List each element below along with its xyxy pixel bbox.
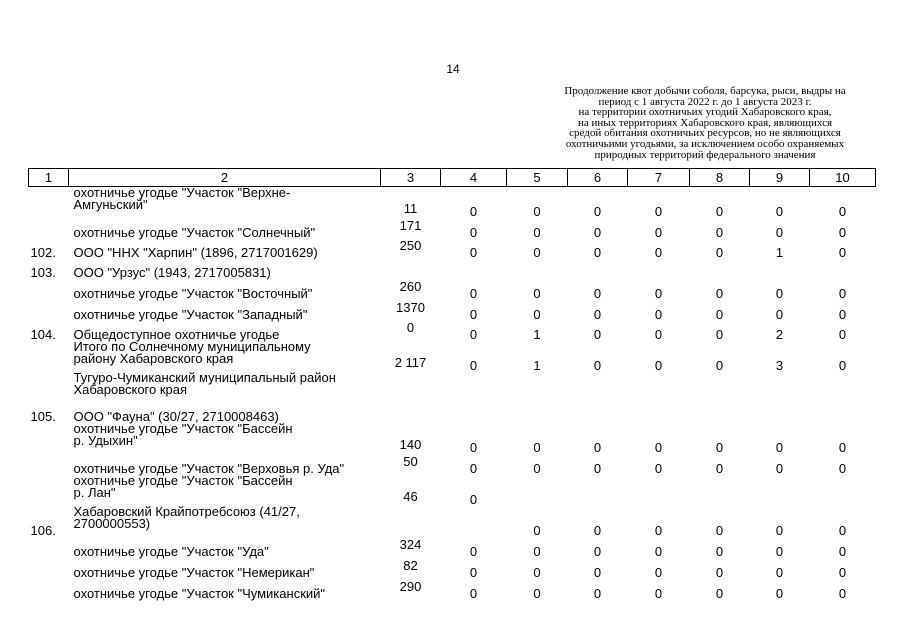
row-total-value: 171 [399,218,422,233]
row-name: Итого по Солнечному муниципальному району Хабаровского края [73,339,311,366]
row-value: 0 [469,461,478,476]
row-value: 0 [838,204,847,219]
row-total-value: 11 [403,201,418,216]
table-row [29,475,876,506]
row-value: 0 [838,358,847,373]
row-value: 0 [533,461,541,476]
row-total-value: 0 [406,320,415,335]
row-value: 0 [838,461,847,476]
row-value: 0 [715,565,724,580]
row-total-value: 140 [399,437,422,452]
heading-line: на иных территориях Хабаровского края, являющихся [577,116,833,129]
row-value: 0 [715,440,724,455]
col-header: 7 [628,169,690,187]
row-value: 0 [654,245,663,260]
row-value: 0 [593,523,602,538]
row-value: 0 [775,544,784,559]
row-number [29,300,69,321]
row-value: 0 [593,225,602,240]
row-value: 0 [654,204,663,219]
row-value: 0 [469,586,478,601]
row-value: 0 [775,440,784,455]
row-value: 0 [533,225,541,240]
row-value: 0 [654,327,663,342]
row-name: охотничье угодье "Участок "Бассейн р. Лан" [73,473,293,500]
row-total-value: 260 [399,279,422,294]
row-value: 0 [654,307,663,322]
table-row [29,321,876,341]
row-value: 0 [593,327,602,342]
row-name: ООО "ННХ "Харпин" (1896, 2717001629) [73,245,318,260]
row-value [750,475,810,506]
row-value [628,403,690,423]
table-row [29,218,876,239]
col-header: 9 [750,169,810,187]
row-name: Общедоступное охотничье угодье [73,327,280,342]
row-value: 0 [654,565,663,580]
row-value: 0 [654,358,663,373]
table-body [29,187,876,601]
col-header: 1 [29,169,69,187]
row-value: 0 [533,523,541,538]
row-name: Хабаровский Крайпотребсоюз (41/27, 2700000553) [73,504,300,531]
table-row [29,403,876,423]
continuation-heading [536,86,874,160]
heading-line: природных территорий федерального значения [594,148,816,161]
row-name: охотничье угодье "Участок "Верховья р. Уда" [73,461,345,476]
row-value: 0 [533,307,541,322]
row-name: ООО "Фауна" (30/27, 2710008463) [73,409,279,424]
row-value: 2 [775,327,784,342]
row-value: 0 [654,544,663,559]
row-value: 0 [715,544,724,559]
row-number [29,558,69,579]
row-total-value: 324 [399,537,422,552]
row-value: 0 [715,358,724,373]
heading-line: средой обитания охотничьих ресурсов, но не являющихся [569,127,841,140]
row-value: 0 [469,204,478,219]
row-value [441,259,507,279]
row-number: 103. [30,265,56,280]
row-value [750,259,810,279]
col-header: 8 [690,169,750,187]
row-value [628,372,690,403]
row-number [29,218,69,239]
row-value [441,506,507,537]
row-name: охотничье угодье "Участок "Уда" [73,544,269,559]
header-row [29,169,876,187]
row-total-value [381,506,441,537]
heading-line: охотничьими угодьями, за исключением особо охраняемых [565,137,845,150]
table-row [29,506,876,537]
row-value: 0 [838,565,847,580]
row-value: 0 [715,586,724,601]
row-number: 102. [30,245,56,260]
row-value [690,372,750,403]
row-value: 0 [654,286,663,301]
row-total-value [381,403,441,423]
row-value [507,259,568,279]
row-value: 0 [593,286,602,301]
row-value [810,259,876,279]
row-value: 0 [533,204,541,219]
table-row [29,423,876,454]
row-value: 0 [715,307,724,322]
row-total-value: 1370 [396,300,425,315]
row-value: 0 [654,440,663,455]
row-total-value: 46 [403,489,418,504]
row-value [690,403,750,423]
row-value [507,475,568,506]
row-value: 0 [654,523,663,538]
row-value: 0 [838,440,847,455]
row-value: 0 [469,492,478,507]
table-row [29,187,876,219]
row-value: 0 [593,358,602,373]
row-value [810,372,876,403]
row-value [750,403,810,423]
row-value [810,403,876,423]
row-value: 0 [533,245,541,260]
col-header: 6 [568,169,628,187]
row-total-value: 250 [399,238,422,253]
col-header: 10 [810,169,876,187]
row-value: 0 [775,523,784,538]
row-number: 106. [30,523,56,538]
row-value [810,475,876,506]
row-value: 0 [654,461,663,476]
row-value: 0 [715,461,724,476]
row-value: 1 [775,245,784,260]
row-value: 0 [715,204,724,219]
row-value: 0 [469,225,478,240]
row-value: 0 [593,544,602,559]
row-total-value: 50 [403,454,418,469]
row-name: охотничье угодье "Участок "Немерикан" [73,565,315,580]
row-value: 0 [533,565,541,580]
row-value: 0 [775,586,784,601]
row-value: 0 [775,225,784,240]
row-number [29,187,69,219]
row-value: 0 [469,565,478,580]
row-value: 0 [469,245,478,260]
row-value: 0 [469,440,478,455]
row-value: 0 [838,286,847,301]
row-value: 0 [533,286,541,301]
row-number [29,454,69,475]
row-value: 1 [533,358,541,373]
row-value: 1 [533,327,541,342]
row-number [29,279,69,300]
row-number [29,579,69,600]
col-header: 5 [507,169,568,187]
row-value: 0 [593,245,602,260]
row-value: 0 [654,225,663,240]
row-total-value [381,372,441,403]
row-value: 0 [715,245,724,260]
table-row [29,300,876,321]
row-value: 0 [838,544,847,559]
row-value: 0 [533,586,541,601]
row-value: 0 [838,523,847,538]
row-value: 0 [593,440,602,455]
row-value: 0 [593,204,602,219]
row-value: 0 [775,286,784,301]
quota-table [28,168,876,600]
table-row [29,259,876,279]
row-value: 0 [469,544,478,559]
table-row [29,579,876,600]
row-value: 0 [469,286,478,301]
row-value [568,372,628,403]
table-row [29,537,876,558]
row-value: 0 [715,286,724,301]
row-value: 0 [715,225,724,240]
row-value [750,372,810,403]
page-number: 14 [446,62,460,76]
row-value: 0 [775,461,784,476]
row-name: охотничье угодье "Участок "Западный" [73,307,308,322]
table-row [29,558,876,579]
table-row [29,341,876,372]
col-header: 4 [441,169,507,187]
row-value [690,259,750,279]
row-number: 104. [30,327,56,342]
row-name: охотничье угодье "Участок "Бассейн р. Удыхин" [73,421,293,448]
row-value: 0 [775,307,784,322]
row-value: 0 [654,586,663,601]
heading-line: период с 1 августа 2022 г. до 1 августа 2023 г. [598,95,812,108]
row-value: 0 [533,544,541,559]
row-value [568,259,628,279]
row-value: 0 [715,327,724,342]
row-name: ООО "Урзус" (1943, 2717005831) [73,265,271,280]
row-total-value: 2 117 [394,355,427,370]
row-value: 0 [469,358,478,373]
row-value: 0 [593,586,602,601]
row-value [568,403,628,423]
row-value: 0 [838,586,847,601]
row-name: Тугуро-Чумиканский муниципальный район Хабаровского края [73,370,336,397]
row-value [441,403,507,423]
row-name: охотничье угодье "Участок "Восточный" [73,286,313,301]
row-value [507,403,568,423]
row-value: 0 [469,327,478,342]
row-value: 0 [533,440,541,455]
row-total-value [381,259,441,279]
table-row [29,454,876,475]
row-value: 0 [838,327,847,342]
row-total-value: 82 [403,558,418,573]
row-value: 0 [838,307,847,322]
row-name: охотничье угодье "Участок "Верхне- Амгуньский" [73,185,291,212]
row-name: охотничье угодье "Участок "Чумиканский" [73,586,326,601]
col-header: 2 [69,169,381,187]
row-value: 0 [838,225,847,240]
row-value: 0 [593,565,602,580]
row-number [29,341,69,372]
row-value: 0 [593,307,602,322]
row-value [507,372,568,403]
table-row [29,239,876,259]
row-number [29,475,69,506]
row-number [29,537,69,558]
row-number [29,372,69,403]
row-value: 0 [775,204,784,219]
row-total-value: 290 [399,579,422,594]
row-name: охотничье угодье "Участок "Солнечный" [73,225,316,240]
row-value: 0 [715,523,724,538]
row-value: 0 [775,565,784,580]
heading-line: Продолжение квот добычи соболя, барсука, рыси, выдры на [564,85,846,97]
col-header: 3 [381,169,441,187]
table-row [29,279,876,300]
row-value: 0 [593,461,602,476]
row-number [29,423,69,454]
heading-line: на территории охотничьих угодий Хабаровского края, [578,106,832,119]
row-value [690,475,750,506]
table-row [29,372,876,403]
row-value: 0 [838,245,847,260]
row-value [628,259,690,279]
row-value: 3 [775,358,784,373]
row-value: 0 [469,307,478,322]
row-value [441,372,507,403]
row-value [568,475,628,506]
row-number: 105. [30,409,56,424]
row-value [628,475,690,506]
